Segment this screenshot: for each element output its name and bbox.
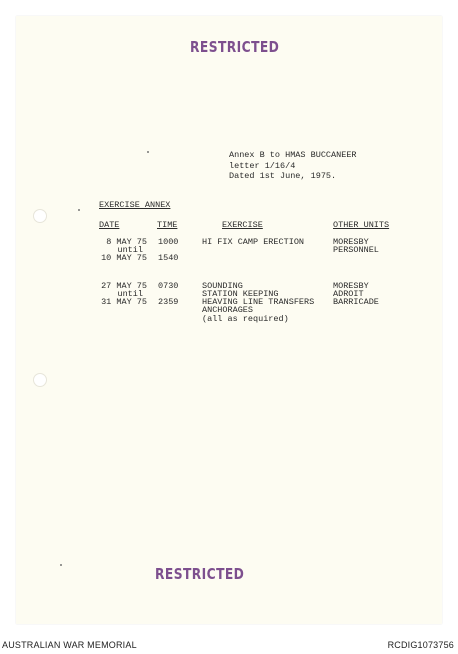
- units-cell: MORESBY: [333, 237, 369, 247]
- paper-speck: [147, 151, 149, 153]
- other-units-header: OTHER UNITS: [333, 220, 390, 230]
- punch-hole: [33, 209, 47, 223]
- time-header: TIME: [157, 220, 178, 230]
- exercise-header: EXERCISE: [222, 220, 263, 230]
- date-cell: 27 MAY 75: [101, 281, 147, 291]
- date-cell: until: [117, 289, 143, 299]
- exercise-cell: HEAVING LINE TRANSFERS: [202, 297, 315, 307]
- restricted-stamp-bottom: RESTRICTED: [155, 565, 245, 583]
- exercise-cell: STATION KEEPING: [202, 289, 279, 299]
- time-cell: 1540: [158, 253, 179, 263]
- reference-line: Annex B to HMAS BUCCANEER: [229, 150, 357, 160]
- date-header: DATE: [99, 220, 120, 230]
- reference-line: Dated 1st June, 1975.: [229, 171, 337, 181]
- exercise-cell: SOUNDING: [202, 281, 243, 291]
- exercise-cell: ANCHORAGES: [202, 305, 254, 315]
- units-cell: ADROIT: [333, 289, 364, 299]
- reference-line: letter 1/16/4: [229, 160, 296, 171]
- date-cell: 31 MAY 75: [101, 297, 147, 307]
- units-cell: MORESBY: [333, 281, 369, 291]
- punch-hole: [33, 373, 47, 387]
- units-cell: BARRICADE: [333, 297, 379, 307]
- exercise-cell: HI FIX CAMP ERECTION: [202, 237, 305, 247]
- reference-block: [229, 150, 357, 182]
- date-cell: 10 MAY 75: [101, 253, 147, 263]
- footer-record-id: RCDIG1073756: [387, 640, 454, 650]
- paper-speck: [60, 564, 62, 566]
- paper-speck: [78, 209, 80, 211]
- date-cell: until: [117, 245, 143, 255]
- date-cell: 8 MAY 75: [106, 237, 147, 247]
- units-cell: PERSONNEL: [333, 245, 379, 255]
- restricted-stamp-top: RESTRICTED: [190, 38, 280, 56]
- exercise-cell: (all as required): [202, 314, 289, 324]
- annex-title: EXERCISE ANNEX: [99, 200, 171, 210]
- footer-archive-name: AUSTRALIAN WAR MEMORIAL: [2, 640, 137, 650]
- time-cell: 1000: [158, 237, 179, 247]
- time-cell: 0730: [158, 281, 179, 291]
- time-cell: 2359: [158, 297, 179, 307]
